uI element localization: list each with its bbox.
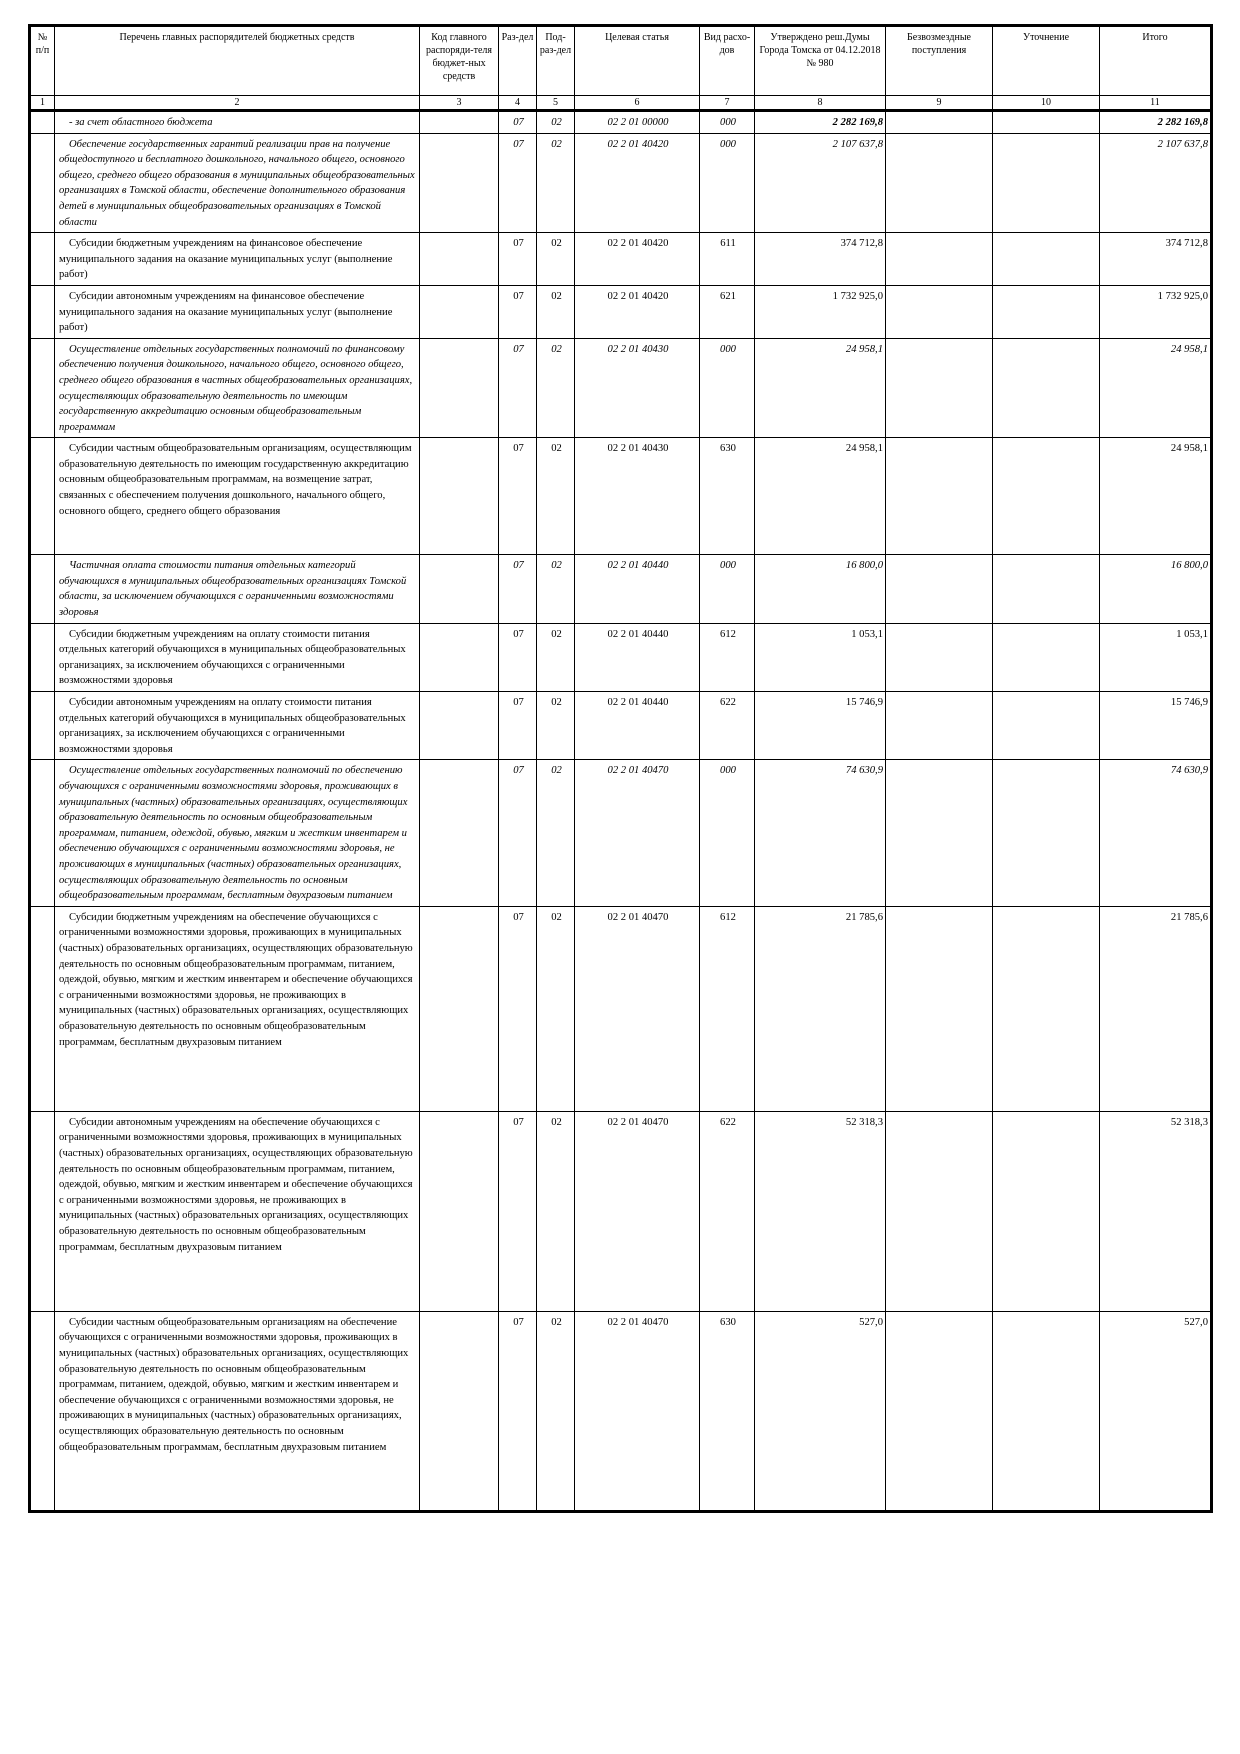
- row-target: 02 2 01 40420: [575, 233, 700, 286]
- row-section: 07: [499, 338, 537, 438]
- row-expense-type: 622: [700, 1111, 755, 1311]
- row-section: 07: [499, 906, 537, 1111]
- row-approved: 1 732 925,0: [755, 285, 886, 338]
- row-code: [420, 1111, 499, 1311]
- row-name: [55, 623, 420, 691]
- row-number-cell: [30, 111, 55, 134]
- row-expense-type: 621: [700, 285, 755, 338]
- header-expense-type: Вид расхо-дов: [700, 26, 755, 96]
- col-number: 4: [499, 96, 537, 111]
- row-name-text: Субсидии бюджетным учреждениям на оплату стоимости питания отдельных категорий обучающихся в муниципальных общеобразовательных организациях, за исключением обучающихся с ограниченными возможностями здоровья: [59, 628, 406, 687]
- col-number: 3: [420, 96, 499, 111]
- row-name-text: Субсидии бюджетным учреждениям на обеспечение обучающихся с ограниченными возможностями здоровья, проживающих в муниципальных (частных) образовательных организациях, осуществляющих образовательную деятельность по основным общеобразовательным программам, питанием, одеждой, обувью, мягким и жестким инвентарем и обеспечение обучающихся с ограниченными возможностями здоровья, не проживающих в муниципальных (частных) образовательных организациях, осуществляющих образовательную деятельность по основным общеобразовательным программам, бесплатным двухразовым питанием: [59, 911, 413, 1048]
- col-number: 1: [30, 96, 55, 111]
- row-clarification: [993, 285, 1100, 338]
- table-row: [30, 760, 1212, 906]
- row-gratuitous: [886, 1111, 993, 1311]
- row-approved: 2 107 637,8: [755, 133, 886, 233]
- row-gratuitous: [886, 555, 993, 623]
- row-target: 02 2 01 40420: [575, 133, 700, 233]
- row-clarification: [993, 760, 1100, 906]
- row-expense-type: 611: [700, 233, 755, 286]
- header-num: № п/п: [30, 26, 55, 96]
- row-number-cell: [30, 906, 55, 1111]
- row-section: 07: [499, 133, 537, 233]
- col-number: 6: [575, 96, 700, 111]
- row-number-cell: [30, 233, 55, 286]
- row-name-text: Частичная оплата стоимости питания отдельных категорий обучающихся в муниципальных общеобразовательных организациях Томской области, за исключением обучающихся с ограниченными возможностями здоровья: [59, 560, 407, 619]
- row-section: 07: [499, 233, 537, 286]
- row-number-cell: [30, 285, 55, 338]
- table-row: [30, 338, 1212, 438]
- row-expense-type: 000: [700, 111, 755, 134]
- row-total: 15 746,9: [1100, 692, 1212, 760]
- row-code: [420, 233, 499, 286]
- row-subsection: 02: [537, 623, 575, 691]
- row-code: [420, 338, 499, 438]
- table-row: [30, 438, 1212, 555]
- row-code: [420, 1311, 499, 1511]
- row-expense-type: 622: [700, 692, 755, 760]
- row-target: 02 2 01 40430: [575, 438, 700, 555]
- row-section: 07: [499, 111, 537, 134]
- row-code: [420, 760, 499, 906]
- row-total: 16 800,0: [1100, 555, 1212, 623]
- row-name: [55, 692, 420, 760]
- row-total: 2 107 637,8: [1100, 133, 1212, 233]
- header-gratuitous: Безвозмездные поступления: [886, 26, 993, 96]
- row-name: [55, 133, 420, 233]
- row-clarification: [993, 692, 1100, 760]
- row-approved: 74 630,9: [755, 760, 886, 906]
- header-code: Код главного распоряди-теля бюджет-ных средств: [420, 26, 499, 96]
- row-code: [420, 692, 499, 760]
- row-target: 02 2 01 40470: [575, 906, 700, 1111]
- row-clarification: [993, 338, 1100, 438]
- row-subsection: 02: [537, 760, 575, 906]
- row-code: [420, 133, 499, 233]
- row-code: [420, 906, 499, 1111]
- row-clarification: [993, 133, 1100, 233]
- row-name: [55, 1111, 420, 1311]
- row-clarification: [993, 1311, 1100, 1511]
- row-total: 24 958,1: [1100, 438, 1212, 555]
- header-clarification: Уточнение: [993, 26, 1100, 96]
- col-number: 2: [55, 96, 420, 111]
- row-number-cell: [30, 692, 55, 760]
- row-code: [420, 111, 499, 134]
- row-approved: 527,0: [755, 1311, 886, 1511]
- row-name-text: Субсидии автономным учреждениям на оплату стоимости питания отдельных категорий обучающихся в муниципальных общеобразовательных организациях, за исключением обучающихся с ограниченными возможностями здоровья: [59, 697, 406, 755]
- row-name-text: Субсидии частным общеобразовательным организациям, осуществляющим образовательную деятельность по имеющим государственную аккредитацию основным общеобразовательным программам, на возмещение затрат, связанных с обеспечением получения дошкольного, начального общего, основного общего, среднего общего образования: [59, 443, 412, 517]
- row-section: 07: [499, 1311, 537, 1511]
- row-section: 07: [499, 285, 537, 338]
- row-name-text: Обеспечение государственных гарантий реализации прав на получение общедоступного и бесплатного дошкольного, начального общего, основного общего, среднего общего образования в муниципальных общеобразовательных организациях в Томской области, обеспечение дополнительного образования детей в муниципальных общеобразовательных организациях в Томской области: [59, 138, 415, 228]
- row-subsection: 02: [537, 1311, 575, 1511]
- row-clarification: [993, 233, 1100, 286]
- row-gratuitous: [886, 906, 993, 1111]
- row-expense-type: 630: [700, 438, 755, 555]
- row-total: 74 630,9: [1100, 760, 1212, 906]
- row-name-text: Субсидии бюджетным учреждениям на финансовое обеспечение муниципального задания на оказание муниципальных услуг (выполнение работ): [59, 238, 393, 281]
- row-expense-type: 612: [700, 623, 755, 691]
- row-total: 52 318,3: [1100, 1111, 1212, 1311]
- col-number: 5: [537, 96, 575, 111]
- row-subsection: 02: [537, 285, 575, 338]
- row-expense-type: 000: [700, 133, 755, 233]
- row-number-cell: [30, 438, 55, 555]
- row-name: [55, 906, 420, 1111]
- header-name: Перечень главных распорядителей бюджетных средств: [55, 26, 420, 96]
- row-approved: 374 712,8: [755, 233, 886, 286]
- row-code: [420, 438, 499, 555]
- row-name-text: Субсидии автономным учреждениям на финансовое обеспечение муниципального задания на оказание муниципальных услуг (выполнение работ): [59, 290, 393, 334]
- row-code: [420, 623, 499, 691]
- table-row: [30, 233, 1212, 286]
- row-gratuitous: [886, 1311, 993, 1511]
- row-subsection: 02: [537, 438, 575, 555]
- header-section: Раз-дел: [499, 26, 537, 96]
- table-header: [30, 26, 1212, 111]
- row-total: 2 282 169,8: [1100, 111, 1212, 134]
- row-total: 527,0: [1100, 1311, 1212, 1511]
- row-expense-type: 630: [700, 1311, 755, 1511]
- row-target: 02 2 01 40440: [575, 623, 700, 691]
- table-row: [30, 906, 1212, 1111]
- row-target: 02 2 01 40470: [575, 1111, 700, 1311]
- col-number: 8: [755, 96, 886, 111]
- row-total: 1 053,1: [1100, 623, 1212, 691]
- row-subsection: 02: [537, 692, 575, 760]
- row-expense-type: 000: [700, 338, 755, 438]
- budget-table: [28, 24, 1213, 1513]
- header-approved: Утверждено реш.Думы Города Томска от 04.12.2018 № 980: [755, 26, 886, 96]
- row-number-cell: [30, 1311, 55, 1511]
- row-clarification: [993, 111, 1100, 134]
- row-section: 07: [499, 555, 537, 623]
- row-approved: 24 958,1: [755, 438, 886, 555]
- row-gratuitous: [886, 133, 993, 233]
- row-expense-type: 000: [700, 760, 755, 906]
- row-clarification: [993, 623, 1100, 691]
- row-name-text: Субсидии частным общеобразовательным организациям на обеспечение обучающихся с ограниченными возможностями здоровья, проживающих в муниципальных (частных) образовательных организациях, осуществляющих образовательную деятельность по основным общеобразовательным программам, питанием, одеждой, обувью, мягким и жестким инвентарем и обеспечение обучающихся с ограниченными возможностями здоровья, не проживающих в муниципальных (частных) образовательных организациях, осуществляющих образовательную деятельность по основным общеобразовательным программам, бесплатным двухразовым питанием: [59, 1316, 409, 1453]
- row-section: 07: [499, 760, 537, 906]
- row-number-cell: [30, 1111, 55, 1311]
- col-number: 10: [993, 96, 1100, 111]
- row-subsection: 02: [537, 111, 575, 134]
- row-approved: 21 785,6: [755, 906, 886, 1111]
- row-gratuitous: [886, 233, 993, 286]
- row-target: 02 2 01 40420: [575, 285, 700, 338]
- row-code: [420, 285, 499, 338]
- column-number-row: [30, 96, 1212, 111]
- row-name: [55, 111, 420, 134]
- table-row: [30, 285, 1212, 338]
- row-number-cell: [30, 338, 55, 438]
- row-total: 24 958,1: [1100, 338, 1212, 438]
- row-gratuitous: [886, 285, 993, 338]
- row-approved: 2 282 169,8: [755, 111, 886, 134]
- table-row: [30, 111, 1212, 134]
- row-clarification: [993, 906, 1100, 1111]
- header-total: Итого: [1100, 26, 1212, 96]
- table-row: [30, 555, 1212, 623]
- col-number: 11: [1100, 96, 1212, 111]
- row-section: 07: [499, 692, 537, 760]
- row-name: [55, 285, 420, 338]
- row-total: 1 732 925,0: [1100, 285, 1212, 338]
- row-expense-type: 000: [700, 555, 755, 623]
- col-number: 7: [700, 96, 755, 111]
- row-target: 02 2 01 40440: [575, 692, 700, 760]
- row-subsection: 02: [537, 338, 575, 438]
- row-gratuitous: [886, 760, 993, 906]
- row-name: [55, 233, 420, 286]
- row-number-cell: [30, 760, 55, 906]
- row-total: 374 712,8: [1100, 233, 1212, 286]
- row-name-text: Осуществление отдельных государственных полномочий по обеспечению обучающихся с ограниченными возможностями здоровья, проживающих в муниципальных (частных) образовательных организациях, осуществляющих образовательную деятельность по основным общеобразовательным программам, питанием, одеждой, обувью, мягким и жестким инвентарем и обеспечению обучающихся с ограниченными возможностями здоровья, не проживающих в муниципальных (частных) образовательных организациях, осуществляющих образовательную деятельность по основным общеобразовательным программам, бесплатным двухразовым питанием: [59, 765, 408, 902]
- row-target: 02 2 01 40470: [575, 1311, 700, 1511]
- row-number-cell: [30, 555, 55, 623]
- row-approved: 1 053,1: [755, 623, 886, 691]
- row-total: 21 785,6: [1100, 906, 1212, 1111]
- row-clarification: [993, 438, 1100, 555]
- row-clarification: [993, 1111, 1100, 1311]
- row-approved: 52 318,3: [755, 1111, 886, 1311]
- row-gratuitous: [886, 111, 993, 134]
- row-gratuitous: [886, 438, 993, 555]
- col-number: 9: [886, 96, 993, 111]
- row-section: 07: [499, 438, 537, 555]
- row-gratuitous: [886, 623, 993, 691]
- row-approved: 16 800,0: [755, 555, 886, 623]
- table-row: [30, 623, 1212, 691]
- row-number-cell: [30, 623, 55, 691]
- table-row: [30, 1311, 1212, 1511]
- row-name-text: - за счет областного бюджета: [69, 117, 213, 128]
- row-target: 02 2 01 00000: [575, 111, 700, 134]
- row-section: 07: [499, 623, 537, 691]
- table-body: [30, 111, 1212, 1512]
- row-target: 02 2 01 40430: [575, 338, 700, 438]
- row-name: [55, 438, 420, 555]
- row-subsection: 02: [537, 233, 575, 286]
- row-target: 02 2 01 40470: [575, 760, 700, 906]
- table-row: [30, 1111, 1212, 1311]
- row-target: 02 2 01 40440: [575, 555, 700, 623]
- header-target: Целевая статья: [575, 26, 700, 96]
- row-name: [55, 760, 420, 906]
- row-clarification: [993, 555, 1100, 623]
- row-subsection: 02: [537, 555, 575, 623]
- row-subsection: 02: [537, 1111, 575, 1311]
- row-name: [55, 338, 420, 438]
- row-subsection: 02: [537, 133, 575, 233]
- row-name-text: Осуществление отдельных государственных полномочий по финансовому обеспечению получения дошкольного, начального общего, основного общего, среднего общего образования в частных общеобразовательных организациях, осуществляющих образовательную деятельность по имеющим государственную аккредитацию основным общеобразовательным программам: [59, 343, 413, 433]
- header-subsection: Под-раз-дел: [537, 26, 575, 96]
- row-gratuitous: [886, 338, 993, 438]
- row-expense-type: 612: [700, 906, 755, 1111]
- row-approved: 24 958,1: [755, 338, 886, 438]
- row-name-text: Субсидии автономным учреждениям на обеспечение обучающихся с ограниченными возможностями здоровья, проживающих в муниципальных (частных) образовательных организациях, осуществляющих образовательную деятельность по основным общеобразовательным программам, питанием, одеждой, обувью, мягким и жестким инвентарем и обеспечение обучающихся с ограниченными возможностями здоровья, не проживающих в муниципальных (частных) образовательных организациях, осуществляющих образовательную деятельность по основным общеобразовательным программам, бесплатным двухразовым питанием: [59, 1116, 413, 1253]
- table-row: [30, 692, 1212, 760]
- row-name: [55, 555, 420, 623]
- row-section: 07: [499, 1111, 537, 1311]
- row-approved: 15 746,9: [755, 692, 886, 760]
- row-subsection: 02: [537, 906, 575, 1111]
- table-row: [30, 133, 1212, 233]
- row-name: [55, 1311, 420, 1511]
- row-number-cell: [30, 133, 55, 233]
- row-gratuitous: [886, 692, 993, 760]
- row-code: [420, 555, 499, 623]
